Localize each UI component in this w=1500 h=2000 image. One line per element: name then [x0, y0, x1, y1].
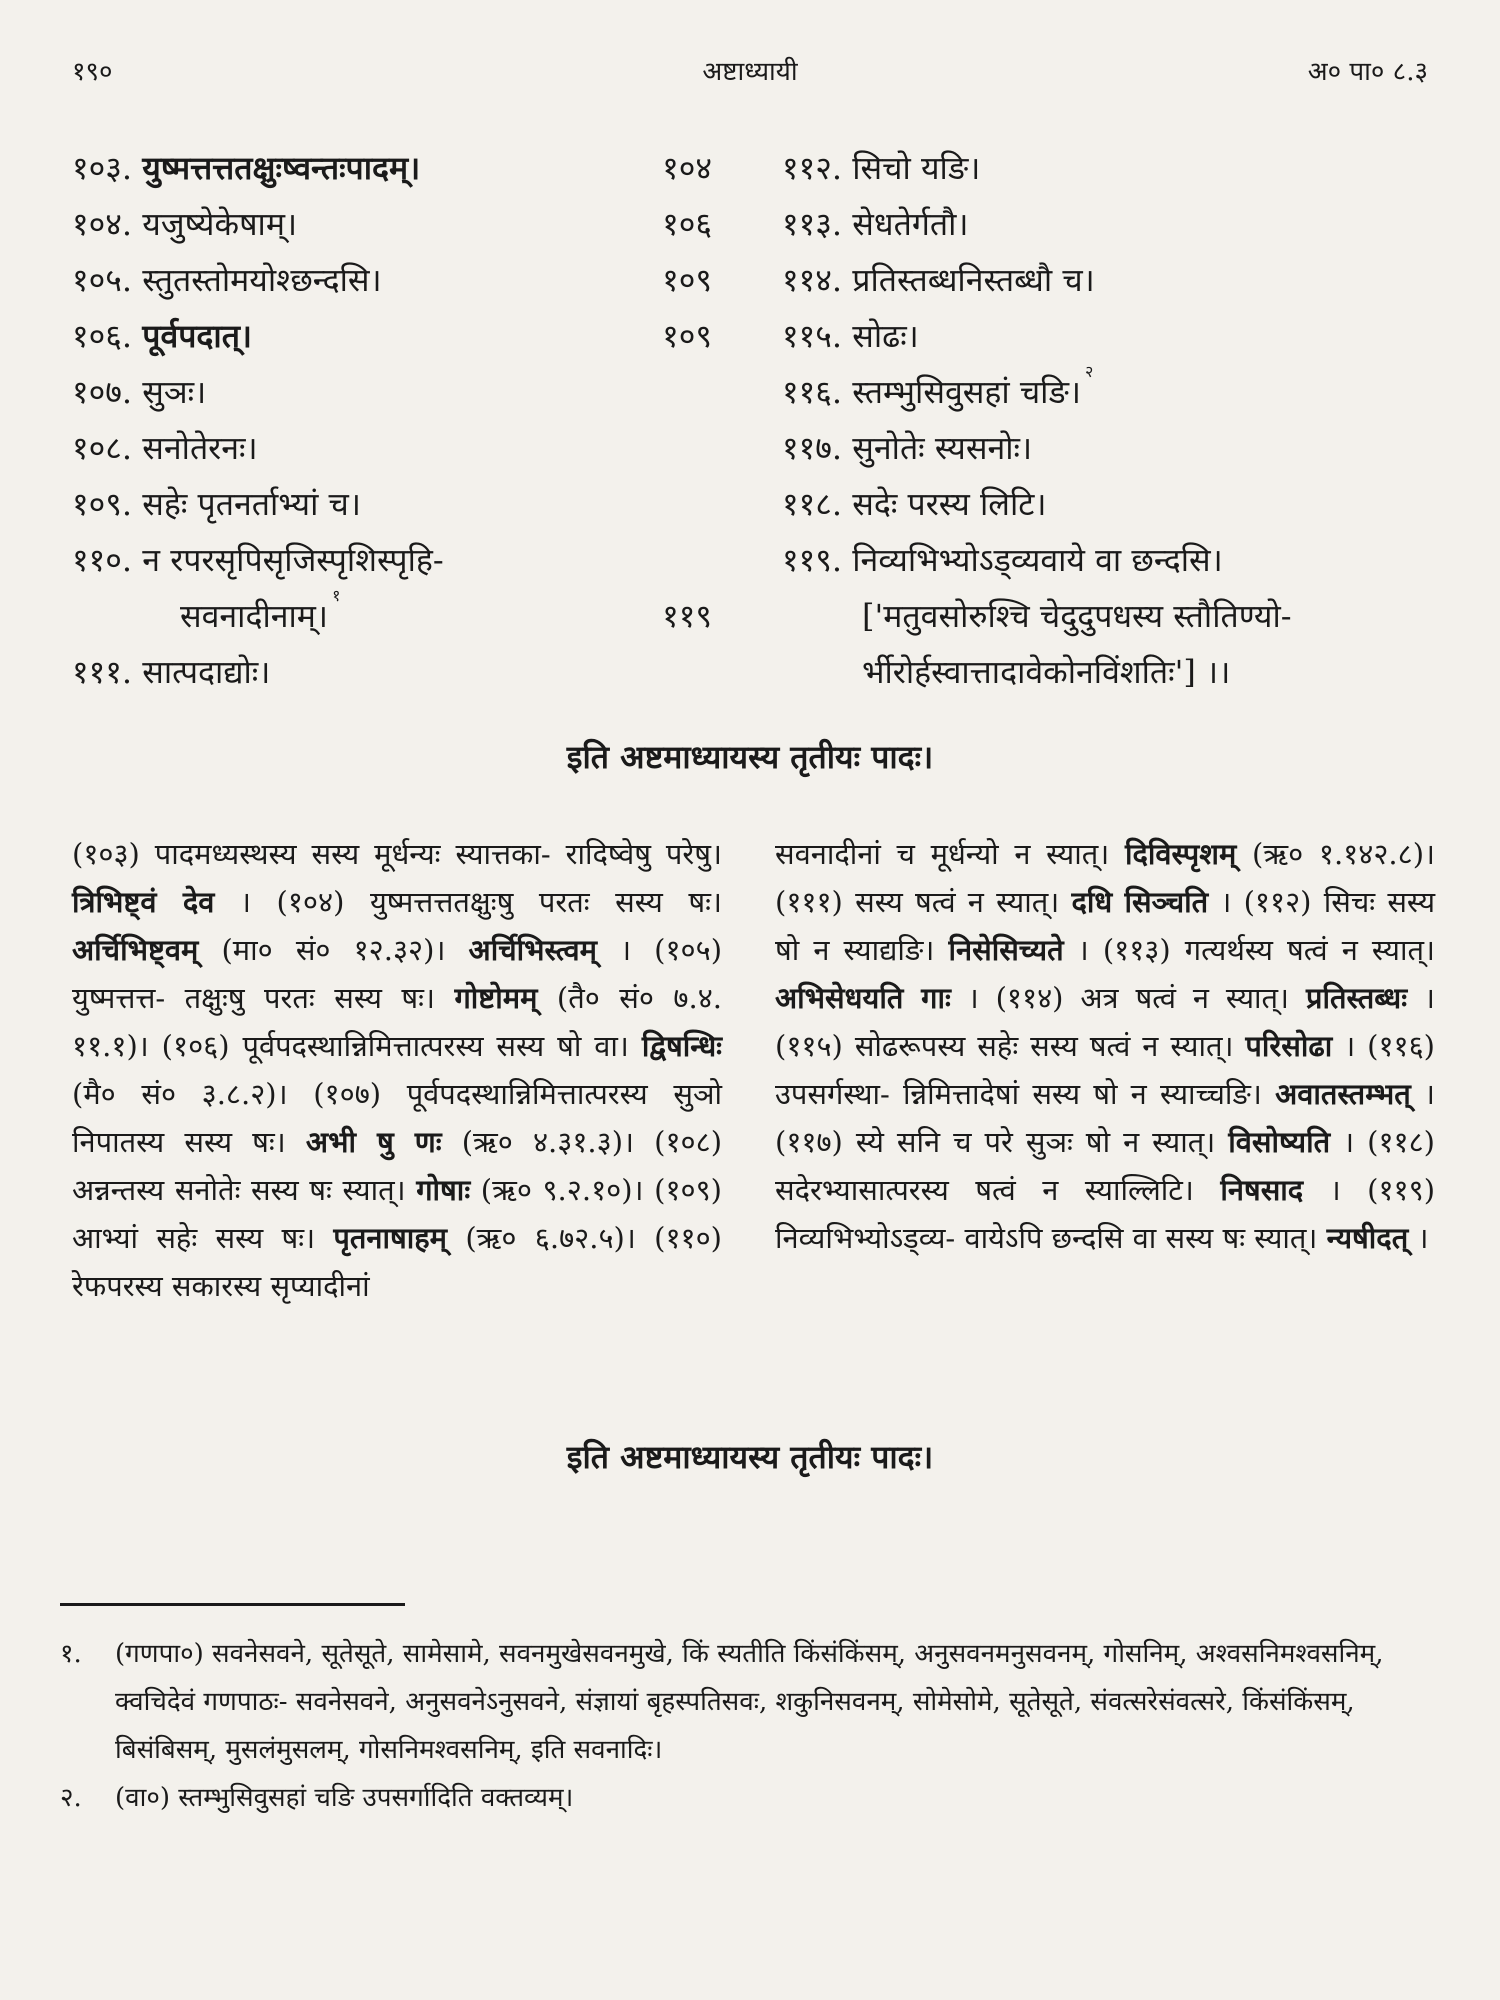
verse-line [782, 588, 1472, 644]
section-closing-heading: इति अष्टमाध्यायस्य तृतीयः पादः। [566, 738, 934, 776]
verse-line [782, 644, 1472, 700]
sutra-row [72, 420, 712, 476]
commentary-left-column [72, 830, 722, 1310]
sutra-number: १०८. [72, 429, 133, 467]
commentary-right-column [775, 830, 1435, 1262]
sutra-number: ११५. [782, 317, 843, 355]
commentary-example: अभिसेधयति गाः [775, 981, 951, 1015]
commentary-example: निषसाद [1220, 1173, 1304, 1207]
verse-text: ['मतुवसोरुश्चि चेदुदुपधस्य स्तौतिण्यो- [862, 597, 1292, 635]
sutra-text-continuation [180, 588, 340, 644]
footnote [60, 1630, 1450, 1774]
verse-text: र्भीरोर्हस्वात्तादावेकोनविंशतिः'] ।। [862, 653, 1231, 691]
commentary-text: । (११३) गत्यर्थस्य षत्वं न स्यात्। [1077, 933, 1436, 967]
commentary-text: १.१४२.८)। (१११) सस्य षत्वं न स्यात्। [775, 837, 1436, 919]
sutra-number: १०९. [72, 485, 133, 523]
sutra-number: १११. [72, 653, 133, 691]
commentary-example: अभी षु णः [305, 1125, 442, 1159]
sutra-number: ११४. [782, 261, 843, 299]
sutra-number: १०४. [72, 205, 133, 243]
commentary-text: । (११८) सदेरभ्यासात्परस्य षत्वं न [775, 1125, 1435, 1207]
commentary-text: । (१०४) [240, 885, 345, 919]
sutra-row [72, 196, 712, 252]
sutra-row [72, 644, 712, 700]
sutra-row [782, 364, 1472, 420]
sutra-text: पूर्वपदात्। [142, 317, 253, 355]
commentary-text: पूर्वपदस्थान्निमित्तात्परस्य सुञो निपातस्य सस्य षः। [72, 1077, 722, 1159]
commentary-text: सनोतेः सस्य षः स्यात्। [174, 1173, 417, 1207]
page-header [72, 52, 1428, 92]
commentary-example: निसेसिच्यते [948, 933, 1064, 967]
commentary-text: (ऋ० [465, 1221, 517, 1255]
commentary-example: अवातस्तम्भत् [1275, 1077, 1411, 1111]
sutra-number: ११६. [782, 373, 843, 411]
sutra-number: ११०. [72, 541, 133, 579]
sutra-column-right [782, 140, 1472, 700]
commentary-example: दिविस्पृशम् [1124, 837, 1237, 871]
sutra-text-line2: सवनादीनाम्। [180, 597, 329, 635]
commentary-text: (तै० सं० ७.४. [556, 981, 722, 1015]
commentary-text: । (११२) सिचः सस्य षो न स्याद्यङि। [775, 885, 1436, 967]
sutra-text: सदेः परस्य लिटि। [852, 485, 1047, 523]
sutra-row [72, 252, 712, 308]
sutra-text: सुनोतेः स्यसनोः। [852, 429, 1033, 467]
sutra-row [72, 476, 712, 532]
commentary-example: सिञ्चति [1124, 885, 1209, 919]
sutra-cross-ref: १०६ [662, 205, 712, 243]
section-reference: अ० पा० ८.३ [1307, 57, 1428, 87]
sutra-row [782, 252, 1472, 308]
sutra-text: स्तुतस्तोमयोश्छन्दसि। [142, 261, 382, 299]
footnote-divider [60, 1603, 405, 1606]
sutra-row [782, 420, 1472, 476]
sutra-number: ११२. [782, 149, 843, 187]
commentary-example: गोष्टोमम् [454, 981, 538, 1015]
sutra-cross-ref: १०४ [662, 149, 712, 187]
sutra-text: सनोतेरनः। [142, 429, 258, 467]
footnotes [60, 1630, 1450, 1822]
commentary-example: परिसोढा [1245, 1029, 1333, 1063]
sutra-text: सिचो यङि। [852, 149, 981, 187]
commentary-text: (१०९) आभ्यां सहेः सस्य षः। [72, 1173, 722, 1255]
page-number: १९० [72, 57, 113, 87]
footnote-marker: २ [1084, 362, 1094, 381]
commentary-text: । (१०५) युष्मत्तत्त- [72, 933, 723, 1015]
sutra-row [72, 364, 712, 420]
sutra-number: १०६. [72, 317, 133, 355]
commentary-text: (ऋ० ९.२.१०)। [480, 1173, 644, 1207]
commentary-text: । (११९) निव्यभिभ्योऽड्व्य- [775, 1173, 1436, 1255]
commentary-text: ११.१)। (१०६) पूर्वपदस्थान्निमित्तात्परस्य सस्य [72, 1029, 545, 1063]
sutra-row [72, 308, 712, 364]
sutra-text: प्रतिस्तब्धनिस्तब्धौ च। [852, 261, 1095, 299]
footnote-marker: १ [332, 586, 341, 605]
commentary-example: दधि [1071, 885, 1113, 919]
commentary-text: (मै० सं० ३.८.२)। (१०७) [72, 1077, 382, 1111]
footnote-number: १. [60, 1639, 82, 1669]
commentary-text: षो वा। [557, 1029, 642, 1063]
commentary-example: प्रतिस्तब्धः [1305, 981, 1408, 1015]
sutra-row [782, 476, 1472, 532]
commentary-text: (११७) स्ये सनि च परे सुञः षो न स्यात्। [775, 1125, 1216, 1159]
sutra-number: १०७. [72, 373, 133, 411]
sutra-text: युष्मत्तत्ततक्षुःष्वन्तःपादम्। [142, 149, 421, 187]
commentary-example: त्रिभिष्ट्वं देव [72, 885, 215, 919]
footnote-text: (वा०) स्तम्भुसिवुसहां चङि उपसर्गादिति वक्तव्यम्। [115, 1783, 574, 1813]
commentary-text: (ऋ० [1252, 837, 1304, 871]
commentary-text: सवनादीनां च मूर्धन्यो न स्यात्। [775, 837, 1125, 871]
sutra-text: न रपरसृपिसृजिस्पृशिस्पृहि- [142, 541, 444, 579]
commentary-text: (मा० [221, 933, 273, 967]
sutra-number: ११७. [782, 429, 843, 467]
commentary-example: अर्चिभिस्त्वम् [468, 933, 597, 967]
sutra-row [782, 140, 1472, 196]
commentary-text: ६.७२.५)। (११०) रेफपरस्य सकारस्य सृप्यादीनां [72, 1221, 722, 1303]
commentary-text: (ऋ० ४.३१.३)। (१०८) अन्नन्तस्य [72, 1125, 723, 1207]
commentary-text: सं० १२.३२)। [295, 933, 469, 967]
sutra-text: सात्पदाद्योः। [142, 653, 271, 691]
sutra-row [782, 532, 1472, 588]
commentary-text: । (११६) उपसर्गस्था- [775, 1029, 1435, 1111]
sutra-text: सुञः। [142, 373, 207, 411]
commentary-example: द्विषन्धिः [641, 1029, 723, 1063]
commentary-example: विसोष्यति [1228, 1125, 1331, 1159]
footnote-text: (गणपा०) सवनेसवने, सूतेसूते, सामेसामे, सवनमुखेसवनमुखे, किं स्यतीति किंसंकिंसम्, अनुसवनमनुसवनम्, गोसनिम्, अश्वसनिमश्वसनिम्, क्वचिदेवं गणपाठः- सवनेसवने, अनुसवनेऽनुसवने, संज्ञायां बृहस्पतिसवः, शकुनिसवनम्, सोमेसोमे, सूतेसूते, संवत्सरेसंवत्सरे, किंसंकिंसम्, बिसंबिसम्, मुसलंमुसलम्, गोसनिमश्वसनिम्, इति सवनादिः। [115, 1639, 1384, 1765]
commentary-text: न स्यात्। [1142, 1029, 1246, 1063]
sutra-text: सोढः। [852, 317, 919, 355]
commentary-text: तक्षुःषु परतः सस्य षः। [184, 981, 455, 1015]
commentary-text: स्याल्लिटि। [1084, 1173, 1221, 1207]
footnote [60, 1774, 1450, 1822]
commentary-text: । (११५) सोढरूपस्य सहेः सस्य षत्वं [775, 981, 1436, 1063]
sutra-number: १०५. [72, 261, 133, 299]
commentary-text: । [1417, 1221, 1429, 1255]
commentary-text: । (११४) अत्र षत्वं न स्यात्। [967, 981, 1290, 1015]
sutra-text: स्तम्भुसिवुसहां चङि। [852, 373, 1081, 411]
commentary-text: (१०३) पादमध्यस्थस्य सस्य मूर्धन्यः स्यात्तका- [72, 837, 551, 871]
commentary-text: न्निमित्तादेषां सस्य षो न स्याच्चङि। [903, 1077, 1276, 1111]
sutra-text: निव्यभिभ्योऽड्व्यवाये वा छन्दसि। [852, 541, 1223, 579]
sutra-number: ११३. [782, 205, 843, 243]
sutra-text: सेधतेर्गतौ। [852, 205, 969, 243]
commentary-text: वायेऽपि छन्दसि वा सस्य षः स्यात्। [964, 1221, 1327, 1255]
commentary-text: रादिष्वेषु परेषु। [565, 837, 722, 871]
sutra-text: सहेः पृतनर्ताभ्यां च। [142, 485, 362, 523]
running-title: अष्टाध्यायी [702, 57, 798, 87]
sutra-row [782, 308, 1472, 364]
commentary-example: पृतनाषाहम् [333, 1221, 448, 1255]
sutra-number: ११९. [782, 541, 843, 579]
commentary-example: अर्चिभिष्ट्वम् [72, 933, 199, 967]
section-closing-heading: इति अष्टमाध्यायस्य तृतीयः पादः। [566, 1438, 934, 1476]
commentary-example: गोषाः [416, 1173, 471, 1207]
commentary-example: न्यषीदत् [1326, 1221, 1409, 1255]
sutra-cross-ref: ११९ [662, 597, 712, 635]
commentary-text: । [1424, 1077, 1436, 1111]
sutra-row [782, 196, 1472, 252]
sutra-cross-ref: १०९ [662, 261, 712, 299]
sutra-text: यजुष्येकेषाम्। [142, 205, 298, 243]
sutra-cross-ref: १०९ [662, 317, 712, 355]
footnote-number: २. [60, 1783, 82, 1813]
sutra-number: १०३. [72, 149, 133, 187]
sutra-row [72, 140, 712, 196]
commentary-text: युष्मत्तत्ततक्षुःषु परतः सस्य षः। [369, 885, 723, 919]
sutra-row [72, 532, 712, 644]
sutra-number: ११८. [782, 485, 843, 523]
sutra-column-left [72, 140, 712, 700]
